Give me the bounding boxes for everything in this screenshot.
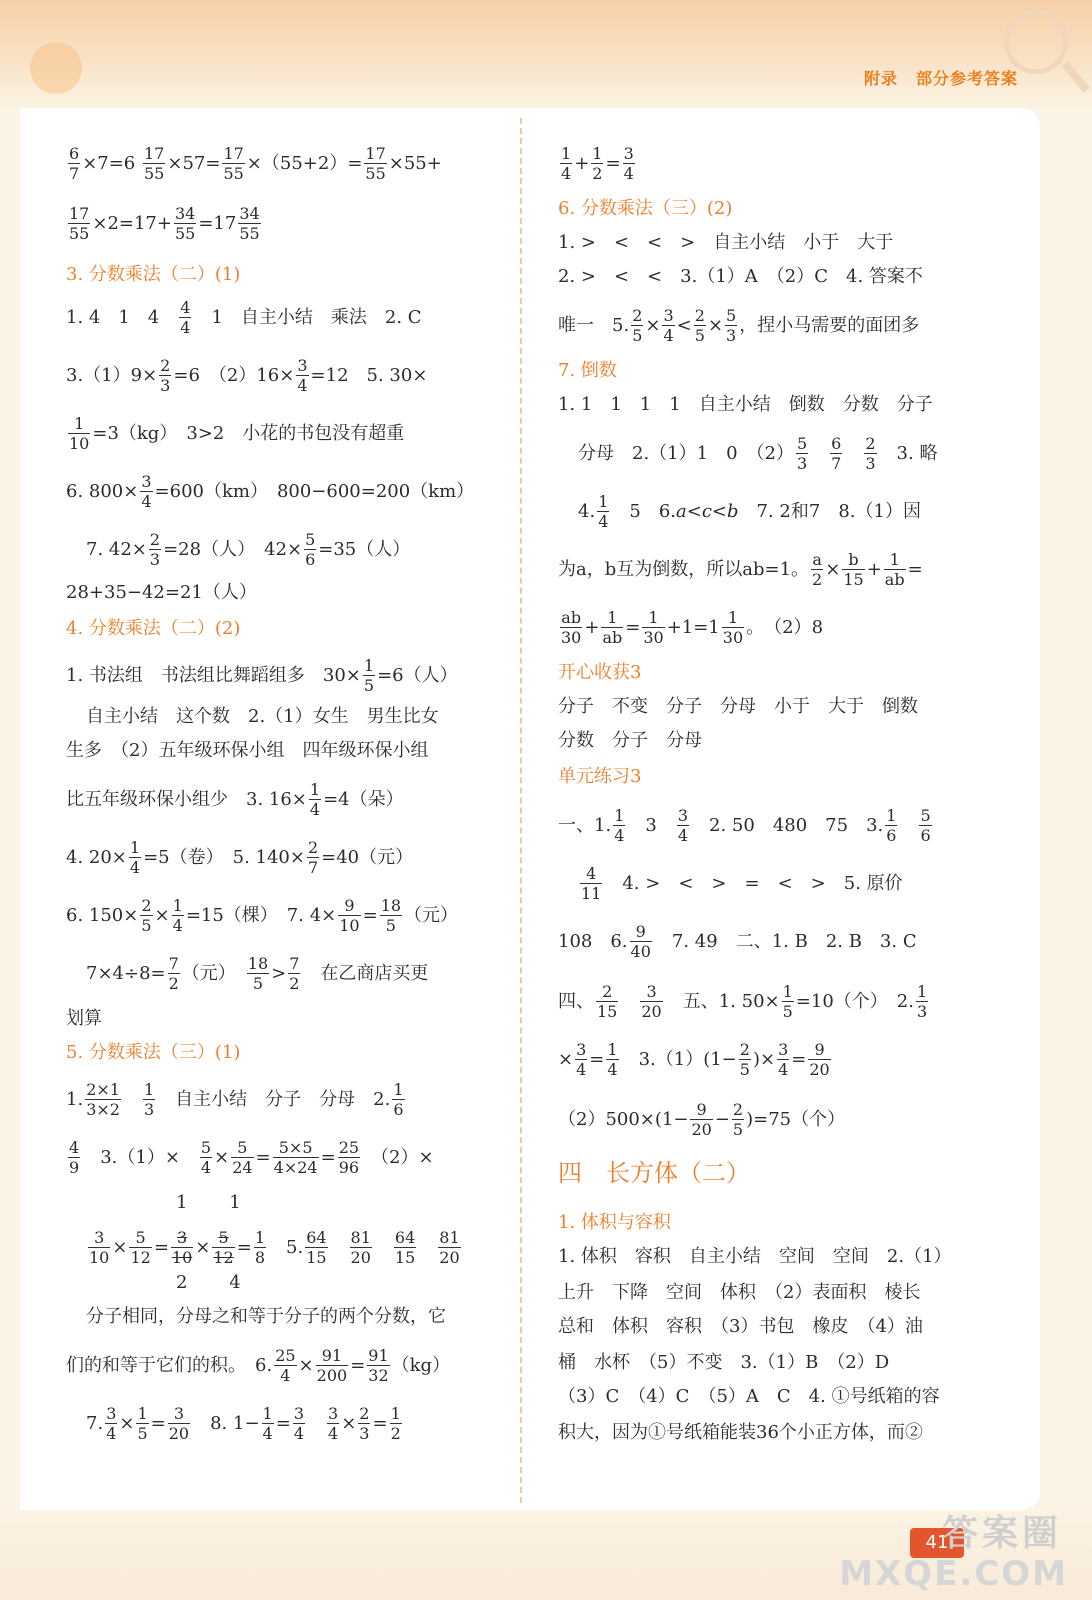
answer-line: 1. 体积 容积 自主小结 空间 空间 2.（1） — [558, 1246, 952, 1267]
fraction: $\frac{1}{2}$ — [390, 1404, 401, 1443]
fraction: $\frac{25}{96}$ — [338, 1138, 360, 1177]
fraction: $\frac{1}{10}$ — [69, 414, 90, 453]
fraction: $\frac{1}{30}$ — [643, 608, 664, 647]
fraction: $\frac{4}{11}$ — [581, 864, 602, 903]
answer-line: 1. $\frac{2\times 1}{3\times 2}$ $\frac{1}{3}$ 自主小结 分子 分母 2. $\frac{1}{6}$ — [66, 1080, 404, 1119]
answer-line: 1. 书法组 书法组比舞蹈组多 30× $\frac{1}{5}$ =6（人） — [66, 656, 458, 695]
fraction: $\frac{3}{4}$ — [293, 1404, 305, 1443]
answer-line: $\frac{4}{11}$ 4. > < > = < > 5. 原价 — [581, 864, 903, 903]
magnifier-decoration-icon — [1004, 10, 1068, 74]
answer-line: $\frac{1}{4}$ + $\frac{1}{2}$ = $\frac{3}{4}$ — [561, 144, 634, 183]
fraction: $\frac{2}{3}$ — [149, 530, 161, 569]
answer-line: 生多 （2）五年级环保小组 四年级环保小组 — [66, 740, 429, 761]
answer-line: 7×4÷8= $\frac{7}{2}$ （元） $\frac{18}{5}$ > $\frac{7}{2}$ 在乙商店买更 — [86, 954, 429, 993]
fraction: $\frac{2}{3}$ — [160, 356, 171, 395]
fraction: $\frac{4}{4}$ — [180, 298, 191, 337]
fraction: $\frac{91}{32}$ — [368, 1346, 389, 1385]
fraction: $\frac{1}{4}$ — [614, 806, 625, 845]
fraction: $\frac{34}{55}$ — [239, 204, 260, 243]
answer-line: $\frac{4}{9}$ 3.（1）× $\frac{5}{4}$ × $\frac{5}{24}$ = $\frac{5\times 5}{4\times 24}$ = $\frac{25}{96}$ （2）× — [69, 1138, 434, 1177]
fraction: $\frac{1}{5}$ — [363, 656, 375, 695]
answer-line: × $\frac{3}{4}$ = $\frac{1}{4}$ 3.（1）(1− $\frac{2}{5}$ )× $\frac{3}{4}$ = $\frac{9}{20}$ — [558, 1040, 830, 1079]
fraction: $\frac{3}{4}$ — [623, 144, 634, 183]
fraction: $\frac{1}{5}$ — [137, 1404, 148, 1443]
section-heading: 单元练习3 — [558, 766, 642, 787]
section-heading: 7. 倒数 — [558, 360, 617, 381]
answer-line: 分子 不变 分子 分母 小于 大于 倒数 — [558, 696, 918, 717]
fraction: $\frac{3}{20}$ — [168, 1404, 190, 1443]
fraction: $\frac{1}{ab}$ — [602, 608, 623, 647]
answer-line: 2. > < < 3.（1）A （2）C 4. 答案不 — [558, 266, 923, 287]
answer-line: 四、 $\frac{2}{15}$ $\frac{3}{20}$ 五、1. 50× $\frac{1}{5}$ =10（个） 2. $\frac{1}{3}$ — [558, 982, 928, 1021]
page-number: 41 — [910, 1528, 964, 1558]
fraction: $\frac{b}{15}$ — [843, 550, 864, 589]
fraction: $\frac{ab}{30}$ — [561, 608, 582, 647]
section-heading: 6. 分数乘法（三）(2) — [558, 198, 733, 219]
fraction: $\frac{3}{10}$ — [89, 1228, 110, 1267]
fraction: $\frac{18}{5}$ — [380, 896, 402, 935]
column-divider — [520, 118, 522, 1503]
fraction: $\frac{2}{5}$ — [739, 1040, 750, 1079]
fraction: $\frac{2}{5}$ — [632, 306, 643, 345]
header-appendix: 附录 — [863, 69, 898, 88]
answer-line: 1. 1 1 1 1 自主小结 倒数 分数 分子 — [558, 394, 933, 415]
answer-line: $\frac{17}{55}$ ×2=17+ $\frac{34}{55}$ =17 $\frac{34}{55}$ — [69, 204, 260, 243]
fraction: $\frac{1}{4}$ — [262, 1404, 273, 1443]
fraction: $\frac{3}{4}$ — [328, 1404, 339, 1443]
answer-line: 分母 2.（1）1 0 （2） $\frac{5}{3}$ $\frac{6}{7}$ $\frac{2}{3}$ 3. 略 — [578, 434, 938, 473]
fraction: $\frac{5}{6}$ — [920, 806, 931, 845]
fraction: $\frac{1}{2}$ — [592, 144, 603, 183]
fraction: $\frac{5\times 5}{4\times 24}$ — [273, 1138, 318, 1177]
fraction: $\frac{2}{5}$ — [732, 1100, 744, 1139]
answer-line: 积大，因为①号纸箱能装36个小正方体，而② — [558, 1422, 923, 1443]
fraction: $\frac{5}{3}$ — [726, 306, 737, 345]
answer-line: 划算 — [66, 1008, 102, 1029]
fraction: $\frac{5}{24}$ — [232, 1138, 253, 1177]
fraction: $\frac{1}{4}$ — [607, 1040, 618, 1079]
fraction: $\frac{5}{4}$ — [200, 1138, 212, 1177]
cancel-bottom-numbers: 2 4 — [176, 1272, 241, 1293]
fraction: $\frac{6}{7}$ — [69, 144, 80, 183]
fraction: $\frac{1}{5}$ — [782, 982, 793, 1021]
bulb-decoration-icon — [30, 42, 82, 94]
fraction: $\frac{3}{4}$ — [141, 472, 152, 511]
fraction: $\frac{64}{15}$ — [394, 1228, 416, 1267]
fraction: $\frac{3}{4}$ — [576, 1040, 587, 1079]
fraction: $\frac{9}{10}$ — [339, 896, 360, 935]
fraction: $\frac{2}{15}$ — [597, 982, 618, 1021]
fraction: $\frac{1}{30}$ — [722, 608, 744, 647]
answer-line: 3.（1）9× $\frac{2}{3}$ =6 （2）16× $\frac{3}{4}$ =12 5. 30× — [66, 356, 428, 395]
answer-line: 为a，b互为倒数，所以ab=1。 $\frac{a}{2}$ × $\frac{b}{15}$ + $\frac{1}{ab}$ = — [558, 550, 923, 589]
fraction: $\frac{5}{3}$ — [796, 434, 808, 473]
answer-line: 1. 4 1 4 $\frac{4}{4}$ 1 自主小结 乘法 2. C — [66, 298, 422, 337]
fraction: $\frac{18}{5}$ — [247, 954, 269, 993]
fraction: $\frac{3}{20}$ — [641, 982, 662, 1021]
fraction: $\frac{1}{6}$ — [393, 1080, 404, 1119]
fraction: $\frac{5}{6}$ — [305, 530, 316, 569]
fraction: $\frac{17}{55}$ — [69, 204, 90, 243]
answer-line: 总和 体积 容积 （3）书包 橡皮 （4）油 — [558, 1316, 923, 1337]
answer-line: 们的和等于它们的积。 6. $\frac{25}{4}$ × $\frac{91}{200}$ = $\frac{91}{32}$ （kg） — [66, 1346, 451, 1385]
cancel-top-numbers: 1 1 — [176, 1192, 241, 1213]
answer-line: 唯一 5. $\frac{2}{5}$ × $\frac{3}{4}$ < $\frac{2}{5}$ × $\frac{5}{3}$ ，捏小马需要的面团多 — [558, 306, 920, 345]
answer-line: 分子相同，分母之和等于分子的两个分数，它 — [86, 1306, 446, 1327]
header-answers: 部分参考答案 — [915, 69, 1018, 88]
answer-line: $\frac{6}{7}$ ×7=6 $\frac{17}{55}$ ×57= $\frac{17}{55}$ ×（55+2）= $\frac{17}{55}$ ×55+ — [69, 144, 442, 183]
fraction: $\frac{1}{6}$ — [886, 806, 897, 845]
fraction: $\frac{9}{20}$ — [809, 1040, 830, 1079]
answer-line: 4. $\frac{1}{4}$ 5 6.a<c<b 7. 2和7 8.（1）因 — [578, 492, 921, 531]
answer-line: 7. 42× $\frac{2}{3}$ =28（人） 42× $\frac{5}{6}$ =35（人） — [86, 530, 411, 569]
fraction: $\frac{6}{7}$ — [831, 434, 842, 473]
fraction: $\frac{17}{55}$ — [223, 144, 244, 183]
fraction: $\frac{2}{3}$ — [359, 1404, 370, 1443]
cancelled-fraction: $\frac{3}{10}$ — [171, 1228, 193, 1267]
cancelled-fraction: $\frac{5}{12}$ — [213, 1228, 234, 1267]
fraction: $\frac{1}{ab}$ — [884, 550, 905, 589]
answer-line: $\frac{1}{10}$ =3（kg） 3>2 小花的书包没有超重 — [69, 414, 405, 453]
answer-line: 上升 下降 空间 体积 （2）表面积 棱长 — [558, 1282, 921, 1303]
answer-line: 一、1. $\frac{1}{4}$ 3 $\frac{3}{4}$ 2. 50 480 75 3. $\frac{1}{6}$ $\frac{5}{6}$ — [558, 806, 931, 845]
fraction: $\frac{9}{20}$ — [691, 1100, 712, 1139]
fraction: $\frac{1}{8}$ — [254, 1228, 265, 1267]
fraction: $\frac{1}{3}$ — [143, 1080, 155, 1119]
answer-line: 7. $\frac{3}{4}$ × $\frac{1}{5}$ = $\frac{3}{20}$ 8. 1− $\frac{1}{4}$ = $\frac{3}{4}$ $\frac{3}{4}$ × $\frac{2}{3}$ = $\frac{1}{2}$ — [86, 1404, 401, 1443]
fraction: $\frac{1}{3}$ — [916, 982, 928, 1021]
section-heading: 5. 分数乘法（三）(1) — [66, 1042, 241, 1063]
fraction: $\frac{91}{200}$ — [316, 1346, 348, 1385]
fraction: $\frac{1}{4}$ — [598, 492, 609, 531]
fraction: $\frac{81}{20}$ — [350, 1228, 371, 1267]
fraction: $\frac{4}{9}$ — [69, 1138, 80, 1177]
fraction: $\frac{2\times 1}{3\times 2}$ — [86, 1080, 120, 1119]
fraction: $\frac{5}{12}$ — [130, 1228, 151, 1267]
fraction: $\frac{34}{55}$ — [174, 204, 196, 243]
fraction: $\frac{1}{4}$ — [129, 838, 141, 877]
fraction: $\frac{25}{4}$ — [275, 1346, 296, 1385]
answer-line: 108 6. $\frac{9}{40}$ 7. 49 二、1. B 2. B 3. C — [558, 922, 917, 961]
fraction: $\frac{17}{55}$ — [144, 144, 165, 183]
answer-line: 6. 800× $\frac{3}{4}$ =600（km） 800−600=200（km） — [66, 472, 475, 511]
answer-line: 比五年级环保小组少 3. 16× $\frac{1}{4}$ =4（朵） — [66, 780, 404, 819]
answer-line: 分数 分子 分母 — [558, 730, 702, 751]
fraction: $\frac{2}{3}$ — [865, 434, 876, 473]
answer-line: 自主小结 这个数 2.（1）女生 男生比女 — [86, 706, 439, 727]
fraction: $\frac{2}{5}$ — [694, 306, 705, 345]
fraction: $\frac{3}{4}$ — [677, 806, 689, 845]
fraction: $\frac{3}{4}$ — [106, 1404, 117, 1443]
chapter-heading: 四 长方体（二） — [558, 1159, 750, 1187]
running-header — [846, 66, 1018, 89]
answer-line: 4. 20× $\frac{1}{4}$ =5（卷） 5. 140× $\frac{2}{7}$ =40（元） — [66, 838, 414, 877]
fraction: $\frac{17}{55}$ — [365, 144, 386, 183]
fraction: $\frac{2}{7}$ — [307, 838, 319, 877]
section-heading: 开心收获3 — [558, 662, 642, 683]
fraction: $\frac{7}{2}$ — [289, 954, 300, 993]
answer-line: 28+35−42=21（人） — [66, 582, 257, 603]
answer-line: （2）500×(1− $\frac{9}{20}$ − $\frac{2}{5}$ )=75（个） — [558, 1100, 846, 1139]
fraction: $\frac{1}{4}$ — [309, 780, 321, 819]
fraction: $\frac{9}{40}$ — [630, 922, 651, 961]
top-header-band — [0, 0, 1092, 108]
fraction: $\frac{3}{4}$ — [297, 356, 308, 395]
fraction: $\frac{3}{4}$ — [663, 306, 674, 345]
watermark-cn: 答案圈 — [941, 1513, 1062, 1554]
answer-line: 1. > < < > 自主小结 小于 大于 — [558, 232, 894, 253]
fraction: $\frac{7}{2}$ — [168, 954, 179, 993]
answer-line: 桶 水杯 （5）不变 3.（1）B （2）D — [558, 1352, 890, 1373]
fraction: $\frac{64}{15}$ — [306, 1228, 327, 1267]
answer-line: 6. 150× $\frac{2}{5}$ × $\frac{1}{4}$ =15（棵） 7. 4× $\frac{9}{10}$ = $\frac{18}{5}$ （元） — [66, 896, 459, 935]
watermark-en: MXQE.COM — [839, 1554, 1068, 1594]
fraction: $\frac{2}{5}$ — [141, 896, 152, 935]
answer-line: $\frac{3}{10}$ × $\frac{5}{12}$ = $\frac{3}{10}$ × $\frac{5}{12}$ = $\frac{1}{8}$ 5. $\frac{64}{15}$ $\frac{81}{20}$ $\frac{64}{15}$ $\frac{81}{20}$ — [89, 1228, 460, 1267]
section-heading: 4. 分数乘法（二）(2) — [66, 618, 241, 639]
answer-line: （3）C （4）C （5）A C 4. ①号纸箱的容 — [558, 1386, 940, 1407]
fraction: $\frac{81}{20}$ — [439, 1228, 460, 1267]
fraction: $\frac{1}{4}$ — [172, 896, 183, 935]
section-heading: 3. 分数乘法（二）(1) — [66, 264, 241, 285]
section-heading: 1. 体积与容积 — [558, 1212, 671, 1233]
fraction: $\frac{a}{2}$ — [812, 550, 823, 589]
fraction: $\frac{1}{4}$ — [561, 144, 572, 183]
magnifier-handle-icon — [1062, 61, 1090, 92]
answer-line: $\frac{ab}{30}$ + $\frac{1}{ab}$ = $\frac{1}{30}$ +1=1 $\frac{1}{30}$ 。 （2）8 — [561, 608, 824, 647]
fraction: $\frac{3}{4}$ — [778, 1040, 789, 1079]
